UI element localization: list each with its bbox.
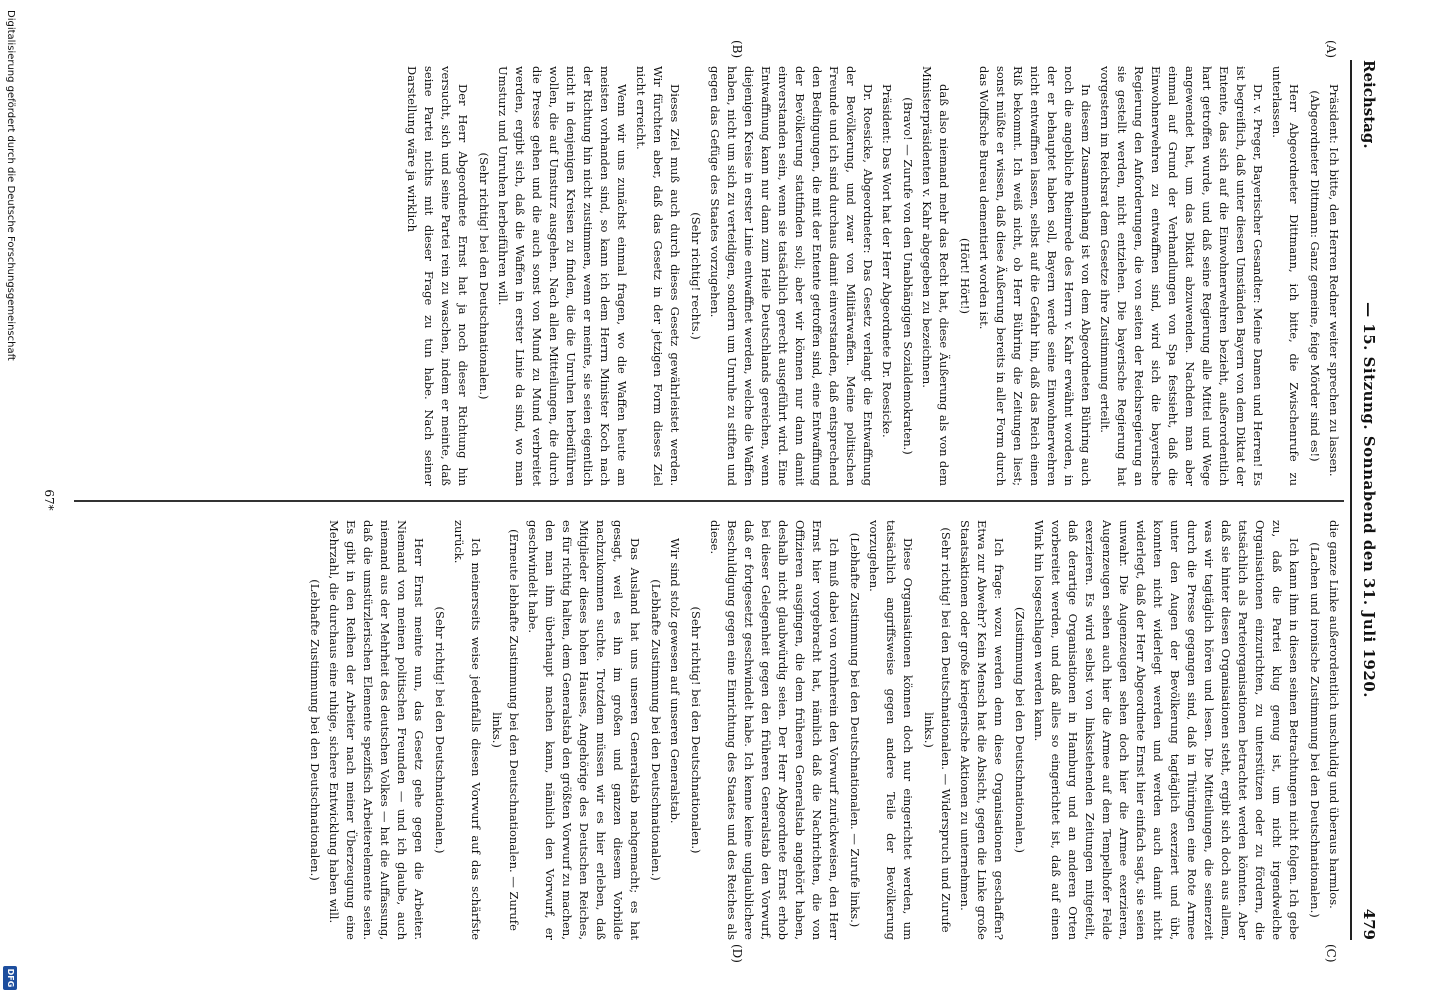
header-chamber: Reichstag.: [1360, 60, 1378, 149]
interjection: (Lebhafte Zustimmung bei den Deutschnationalen.): [649, 579, 663, 881]
paragraph: Ich muß dabei von vornherein den Vorwurf zurückweisen, den Herr Ernst hier vorgebracht hat, nämlich daß die Nachrichten, die von Offizieren ausgingen, die dem früheren Generalstab angehört haben, deshalb nicht glaubwürdig seien. Der Herr Abgeordnete Ernst erhob bei dieser Gelegenheit gegen den früheren Generalstab den Vorwurf, daß er fortgesetzt geschwindelt habe. Ich kenne keine unglaublichere Beschuldigung gegen eine Einrichtung des Staates und des Reiches als diese.: [708, 520, 841, 940]
page-header: [1356, 60, 1382, 940]
paragraph: Dieses Ziel muß auch durch dieses Gesetz gewährleistet werden. Wir fürchten aber, daß das Gesetz in der jetzigen Form dieses Ziel nicht erreicht.: [634, 66, 682, 486]
header-rule: [1350, 60, 1352, 940]
paragraph: Präsident: Ich bitte, den Herren Redner weiter sprechen zu lassen.: [1327, 84, 1341, 477]
margin-marker-d: (D): [730, 944, 744, 963]
interjection: (Abgeordneter Dittmann: Ganz gemeine, feige Mörder sind es!): [1308, 90, 1322, 462]
margin-marker-b: (B): [730, 40, 744, 59]
paragraph: daß also niemand mehr das Recht hat, diese Äußerung als von dem Ministerpräsidenten v. Kahr abgegeben zu bezeichnen.: [920, 66, 951, 486]
paragraph: Dr. Roesicke, Abgeordneter: Das Gesetz verlangt die Entwaffnung der Bevölkerung, und zwar von Militärwaffen. Meine politischen Freunde und ich sind durchaus damit einverstanden, daß entsprechend den Bedingungen, die mit der Entente getroffen sind, eine Entwaffnung der Bevölkerung stattfinden soll; aber wir können nur dann damit einverstanden sein, wenn sie tatsächlich gerecht ausgeführt wird. Eine Entwaffnung kann nur dann zum Heile Deutschlands gereichen, wenn diejenigen Kreise in erster Linie entwaffnet werden, welche die Waffen haben, nicht um sich zu verteidigen, sondern um Unruhe zu stiften und gegen das Gefüge des Staates vorzugehen.: [708, 66, 875, 486]
interjection: (Sehr richtig! bei den Deutschnationalen.): [477, 152, 491, 400]
column-rule: [74, 500, 1344, 502]
header-session: — 15. Sitzung. Sonnabend den 31. Juli 1920.: [1360, 302, 1378, 698]
paragraph: Wir sind stolz gewesen auf unseren Generalstab.: [668, 538, 682, 824]
interjection: (Lebhafte Zustimmung bei den Deutschnationalen.): [308, 579, 322, 881]
signature-mark: 67*: [42, 489, 56, 511]
paragraph: Präsident: Das Wort hat der Herr Abgeordnete Dr. Roesicke.: [880, 84, 894, 438]
interjection: (Lachen und ironische Zustimmung bei den Deutschnationalen.): [1308, 542, 1322, 918]
margin-marker-c: (C): [1324, 944, 1338, 963]
paragraph: die ganze Linke außerordentlich unschuldig und überaus harmlos.: [1327, 520, 1341, 909]
right-column: [72, 520, 1342, 940]
interjection: (Erneute lebhafte Zustimmung bei den Deutschnationalen. — Zurufe links.): [490, 529, 521, 931]
interjection: (Hört! Hört!): [958, 237, 972, 314]
left-column: [72, 66, 1342, 486]
paragraph: Ich meinerseits weise jedenfalls diesen Vorwurf auf das schärfste zurück.: [452, 520, 483, 940]
credit-text: Digitalisierung gefördert durch die Deutsche Forschungsgemeinschaft: [5, 10, 16, 361]
paragraph: Herr Abgeordneter Dittmann, ich bitte, die Zwischenrufe zu unterlassen.: [1270, 66, 1301, 486]
header-page-number: 479: [1360, 908, 1378, 940]
digitization-credit: [0, 0, 18, 1000]
paragraph: Herr Ernst meinte nun, das Gesetz gehe gegen die Arbeiter. Niemand von meinen politischen Freunden — und ich glaube, auch niemand aus der Mehrheit des deutschen Volkes — hat die Auffassung, daß die umstürzlerischen Elemente spezifisch Arbeiterelemente seien. Es gibt in den Reihen der Arbeiter nach meiner Überzeugung eine Mehrzahl, die durchaus eine ruhige, sichere Entwicklung haben will.: [327, 520, 426, 940]
dfg-logo: DFG: [3, 966, 17, 990]
interjection: (Lebhafte Zustimmung bei den Deutschnationalen. — Zurufe links.): [848, 532, 862, 928]
paragraph: Ich kann ihm in diesen seinen Betrachtungen nicht folgen. Ich gebe zu, daß die Partei klug genug ist, um nicht irgendwelche Organisationen einzurichten, zu unterstützen oder zu fördern, die tatsächlich als Parteiorganisationen betrachtet werden könnten. Aber daß sie hinter diesen Organisationen steht, ergibt sich doch aus allem, was wir tagtäglich hören und lesen. Die Mitteilungen, die seinerzeit durch die Presse gegangen sind, daß in Thüringen eine Rote Armee unter den Augen der Bevölkerung tagtäglich exerziert und übt, konnten nicht widerlegt werden und werden auch damit nicht widerlegt, daß der Herr Abgeordnete Ernst hier einfach sagt, sie seien unwahr. Die Augenzeugen sehen doch hier die Armee exerzieren, Augenzeugen sehen auch hier die Armee auf dem Tempelhofer Felde exerzieren. Es wird selbst von linksstehenden Zeitungen mitgeteilt, daß derartige Organisationen in Hamburg und an anderen Orten vorbereitet werden, und daß alles so eingerichtet ist, daß auf einen Wink hin losgeschlagen werden kann.: [1032, 520, 1301, 940]
interjection: (Bravo! — Zurufe von den Unabhängigen Sozialdemokraten.): [901, 97, 915, 455]
interjection: (Sehr richtig! bei den Deutschnationalen.): [433, 606, 447, 854]
interjection: (Sehr richtig! bei den Deutschnationalen.): [689, 606, 703, 854]
paragraph: Ich frage: wozu werden denn diese Organisationen geschaffen? Etwa zur Abwehr? Kein Mensch hat die Absicht, gegen die Linke große Staatsaktionen oder große kriegerische Aktionen zu unternehmen.: [958, 520, 1006, 940]
margin-marker-a: (A): [1324, 40, 1338, 59]
paragraph: Der Herr Abgeordnete Ernst hat ja noch dieser Richtung hin versucht, sich und seine Partei rein zu waschen, indem er meinte, daß seine Partei nichts mit dieser Frage zu tun habe. Nach seiner Darstellung wäre ja wirklich: [405, 66, 470, 486]
interjection: (Zustimmung bei den Deutschnationalen.): [1013, 606, 1027, 854]
paragraph: Das Ausland hat uns unseren Generalstab nachgemacht; es hat gesagt, weil es ihn im großen und ganzen diesem Vorbilde nachzukommen suchte. Trotzdem müssen wir es hier erleben, daß Mitglieder dieses hohen Hauses, Angehörige des Deutschen Reiches, es für richtig halten, dem Generalstab den größten Vorwurf zu machen, den man ihm überhaupt machen kann, nämlich den Vorwurf, er geschwindelt habe.: [526, 520, 642, 940]
paragraph: Dr. v. Preger, Bayerischer Gesandter: Meine Damen und Herren! Es ist begreiflich, daß unter diesen Umständen Bayern von dem Diktat der Entente, das sich auf die Einwohnerwehren bezieht, außerordentlich hart getroffen wurde, und daß seine Regierung alle Mittel und Wege angewendet hat, um das Diktat abzuwenden. Nachdem man aber einmal auf Grund der Verhandlungen von Spa festsieht, daß die Einwohnerwehren zu entwaffnen sind, wird sich die bayerische Regierung den Anforderungen, die von seiten der Reichsregierung an sie gestellt werden, nicht entziehen. Die bayerische Regierung hat vorgestern im Reichsrat dem Gesetze ihre Zustimmung erteilt.: [1098, 66, 1265, 486]
paragraph: In diesem Zusammenhang ist von dem Abgeordneten Bühring auch noch die angebliche Rheinrede des Herrn v. Kahr erwähnt worden, in der er behauptet haben soll, Bayern werde seine Einwohnerwehren nicht entwaffnen lassen, selbst auf die Gefahr hin, daß das Reich einen Riß bekommt. Ich weiß nicht, ob Herr Bühring die Zeitungen liest; sonst müßte er wissen, daß diese Äußerung bereits in aller Form durch das Wolffsche Bureau dementiert worden ist.: [977, 66, 1093, 486]
paragraph: Diese Organisationen können doch nur eingerichtet werden, um tatsächlich angriffsweise gegen andere Teile der Bevölkerung vorzugehen.: [867, 520, 915, 940]
interjection: (Sehr richtig! bei den Deutschnationalen. — Widerspruch und Zurufe links.): [922, 527, 953, 933]
paragraph: Wenn wir uns zunächst einmal fragen, wo die Waffen heute am meisten vorhanden sind, so kann ich dem Herrn Minister Koch nach der Richtung hin nicht zustimmen, wenn er meinte, sie seien eigentlich nicht in denjenigen Kreisen zu finden, die die Unruhen herbeiführen wollen, die auf Umsturz ausgehen. Nach allen Mitteilungen, die durch die Presse gehen und die auch sonst von Mund zu Mund verbreitet werden, ergibt sich, daß die Waffen in erster Linie da sind, wo man Umsturz und Unruhen herbeiführen will.: [496, 66, 629, 486]
interjection: (Sehr richtig! rechts.): [689, 212, 703, 340]
